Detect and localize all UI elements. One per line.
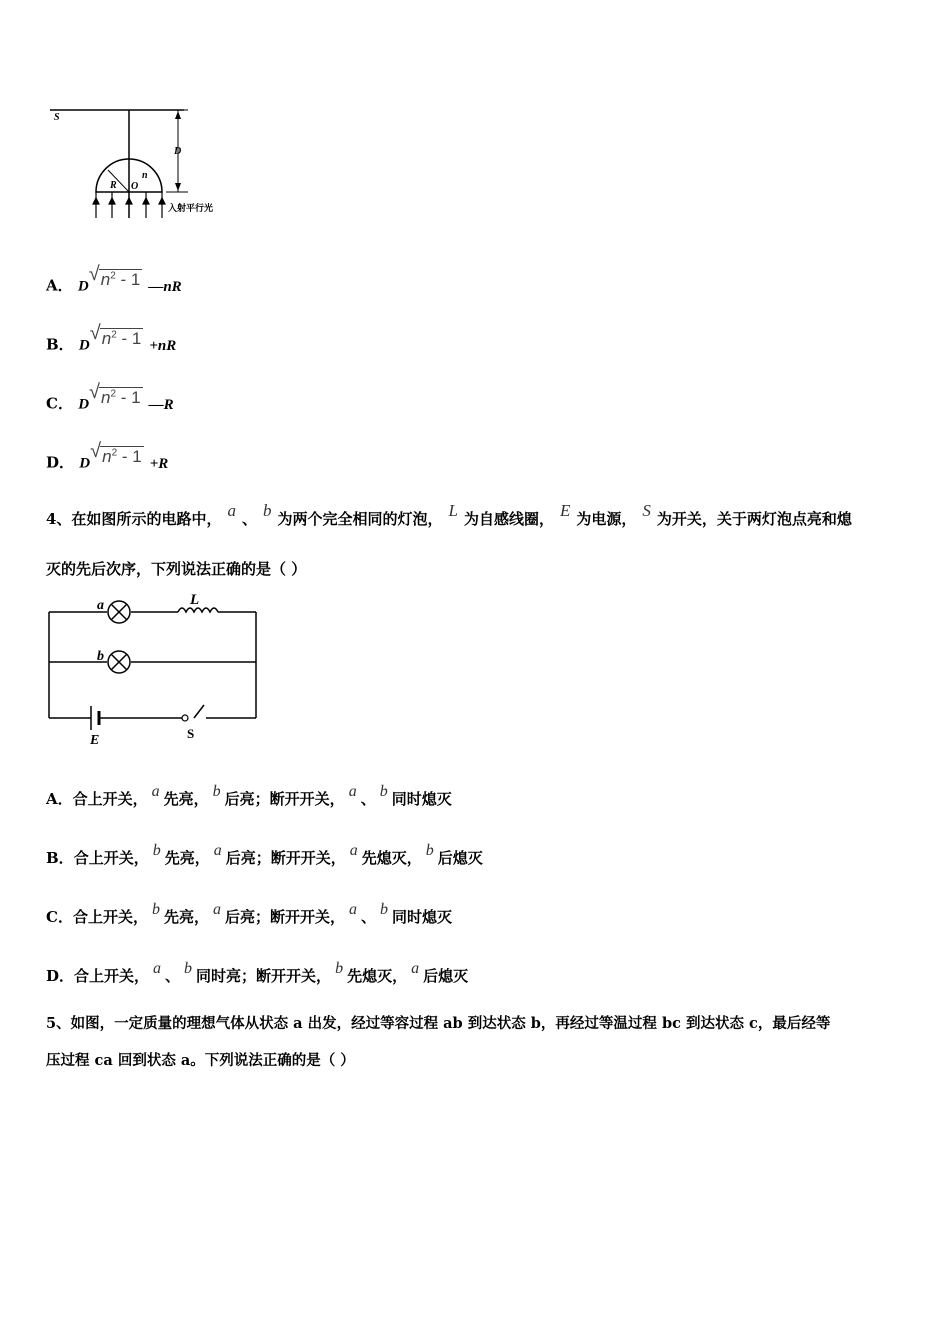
label-o: O xyxy=(131,181,139,192)
lamp-b xyxy=(108,651,130,673)
label-r: R xyxy=(110,180,117,191)
label-s: S xyxy=(187,726,195,741)
label-d: D xyxy=(174,146,182,157)
label-n: n xyxy=(142,170,148,181)
switch-pivot xyxy=(182,715,188,721)
fig1-caption: 入射平行光 xyxy=(168,204,214,214)
figure-semicircle-optics xyxy=(46,98,236,228)
label-e: E xyxy=(90,733,100,748)
q3-option-b[interactable]: B． D √ $n^2 - 1 +nR$ xyxy=(46,322,177,354)
inductor-coil xyxy=(178,608,218,612)
sqrt-expression: √ $n^2 - 1$ xyxy=(89,322,142,348)
label-l: L xyxy=(190,592,200,608)
q5-stem-line2: 压过程 ca 回到状态 a。下列说法正确的是（ ） xyxy=(46,1052,355,1069)
q5-stem-line1: 5、如图，一定质量的理想气体从状态 a 出发，经过等容过程 ab 到达状态 b，再经过等温过程 bc 到达状态 c，最后经等 xyxy=(46,1015,831,1032)
battery xyxy=(91,706,99,730)
figure-circuit xyxy=(44,588,268,748)
label-a: a xyxy=(97,598,104,613)
q3-option-a[interactable]: A． D √ $n^2 - 1$ —nR xyxy=(46,263,182,295)
label-b: b xyxy=(97,649,104,664)
sqrt-expression: √ $n^2 - 1$ xyxy=(89,381,141,407)
label-s: S xyxy=(54,112,60,123)
lamp-a xyxy=(108,601,130,623)
q4-stem-line2: 灭的先后次序，下列说法正确的是（ ） xyxy=(46,560,307,578)
sqrt-expression: √ $n^2 - 1$ xyxy=(90,440,142,466)
q4-option-b[interactable]: B．合上开关， b 先亮， a 后亮；断开开关， a 先熄灭， b 后熄灭 xyxy=(46,842,483,867)
q4-option-d[interactable]: D．合上开关， a 、 b 同时亮；断开开关， b 先熄灭， a 后熄灭 xyxy=(46,960,469,985)
q4-option-a[interactable]: A．合上开关， a 先亮， b 后亮；断开开关， a 、 b 同时熄灭 xyxy=(46,783,452,808)
q3-option-d[interactable]: D． D √ $n^2 - 1 +R$ xyxy=(46,440,169,472)
q4-stem-line1: 4、在如图所示的电路中， a 、 b 为两个完全相同的灯泡， L 为自感线圈， E 为电源， S 为开关，关于两灯泡点亮和熄 xyxy=(46,501,852,528)
q3-option-c[interactable]: C． D √ $n^2 - 1$ —R xyxy=(46,381,174,413)
q4-option-c[interactable]: C．合上开关， b 先亮， a 后亮；断开开关， a 、 b 同时熄灭 xyxy=(46,901,453,926)
sqrt-expression: √ $n^2 - 1$ xyxy=(88,263,141,289)
